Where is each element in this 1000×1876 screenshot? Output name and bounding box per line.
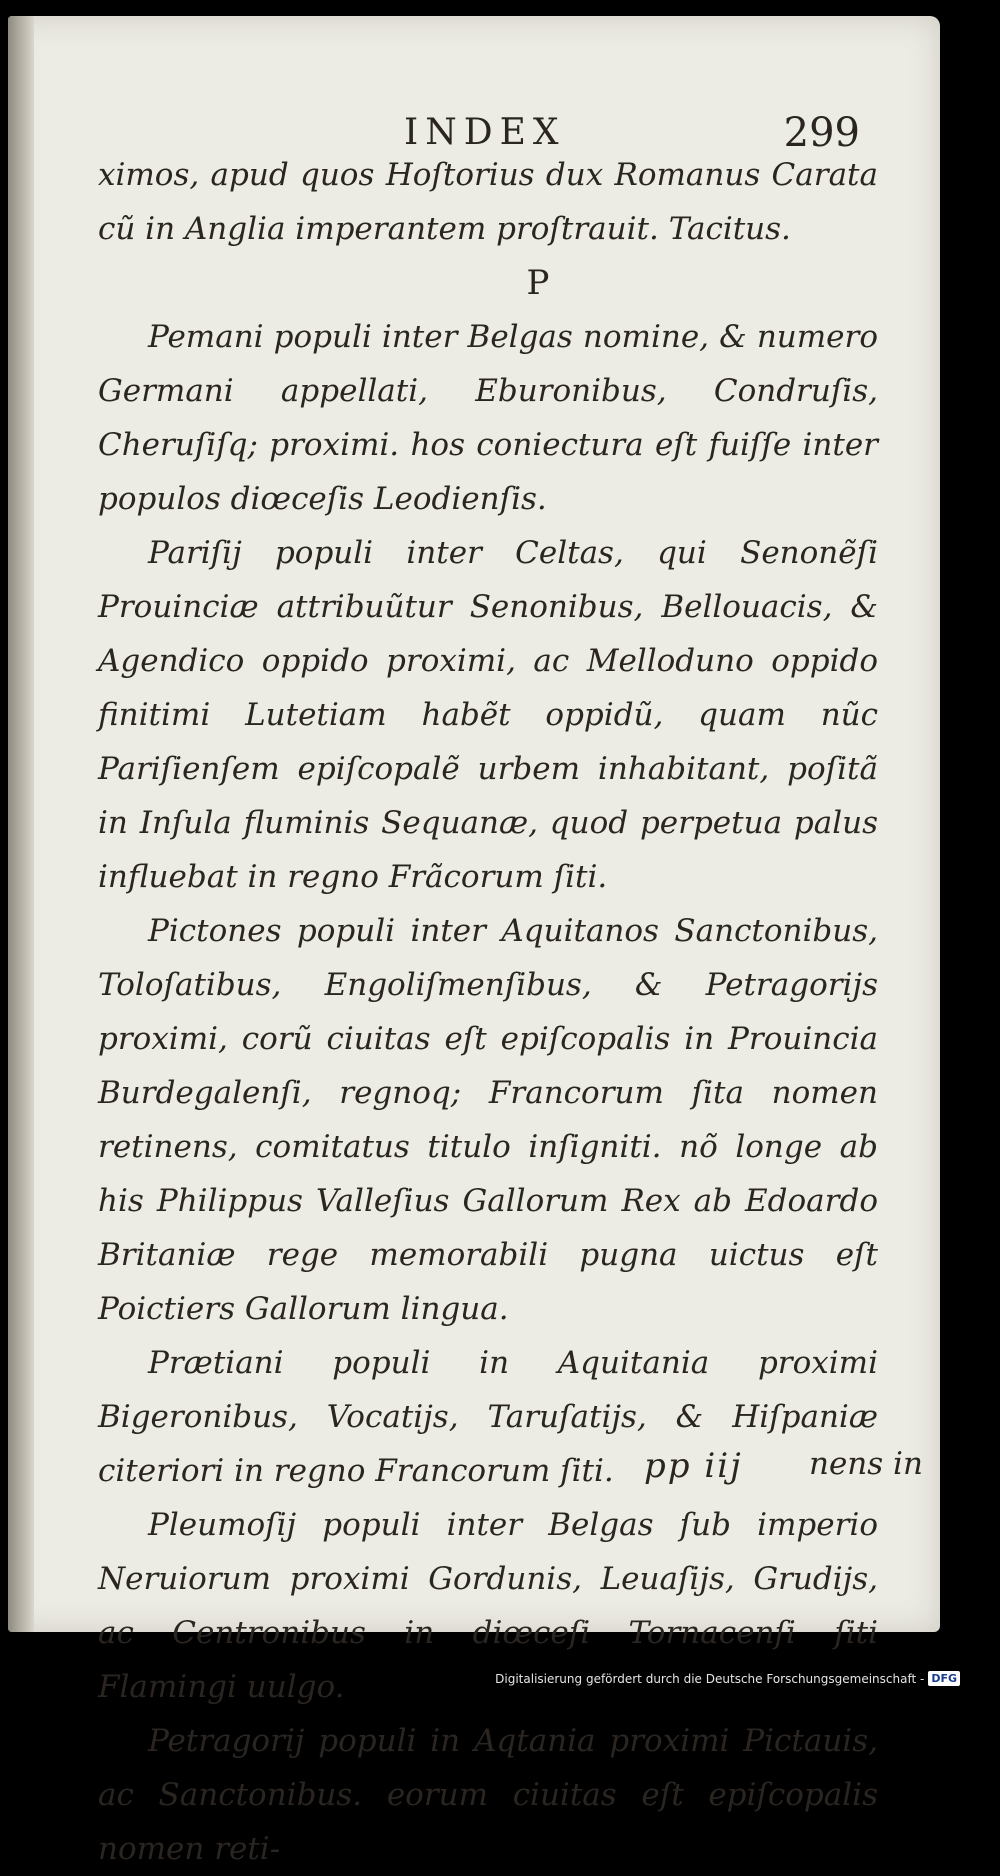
catchword: nens in <box>809 1446 923 1482</box>
index-entry: Pemani populi inter Belgas nomine, & numero Germani appellati, Eburonibus, Condruſis, Cheruſiſq; proximi. hos coniectura eſt fuiſſe inter populos diœceſis Leodienſis. <box>98 319 878 517</box>
credit-text: Digitalisierung gefördert durch die Deutsche Forschungsgemeinschaft - <box>495 1671 925 1686</box>
index-entry: Prætiani populi in Aquitania proximi Bigeronibus, Vocatijs, Taruſatijs, & Hiſpaniæ citeriori in regno Francorum ſiti. <box>98 1345 878 1489</box>
index-entry: Pictones populi inter Aquitanos Sanctonibus, Toloſatibus, Engoliſmenſibus, & Petragorijs proximi, corũ ciuitas eſt epiſcopalis in Prouincia Burdegalenſi, regnoq; Francorum ſita nomen retinens, comitatus titulo inſigniti. nõ longe ab his Philippus Valleſius Gallorum Rex ab Edoardo Britaniæ rege memorabili pugna uictus eſt Poictiers Gallorum lingua. <box>98 913 878 1327</box>
running-head: INDEX <box>404 112 566 153</box>
page-header <box>98 98 860 156</box>
signature-mark: pp iij <box>644 1446 743 1486</box>
index-entry: Pariſij populi inter Celtas, qui Senonẽſi Prouinciæ attribuũtur Senonibus, Bellouacis, & Agendico oppido proximi, ac Melloduno oppido finitimi Lutetiam habẽt oppidũ, quam nũc Pariſienſem epiſcopalẽ urbem inhabitant, poſitã in Inſula fluminis Sequanæ, quod perpetua palus influebat in regno Frãcorum ſiti. <box>98 535 878 895</box>
section-letter: P <box>526 263 550 303</box>
page-number: 299 <box>783 110 860 156</box>
index-entry-continuation: ximos, apud quos Hoſtorius dux Romanus Carata cũ in Anglia imperantem proſtrauit. Tacitus. <box>98 157 878 247</box>
index-entry: Pleumoſij populi inter Belgas ſub imperio Neruiorum proximi Gordunis, Leuaſijs, Grudijs, ac Centronibus in diœceſi Tornacenſi ſiti Flamingi uulgo. <box>98 1507 878 1705</box>
index-text <box>98 148 878 1876</box>
digitization-credit <box>495 1671 960 1686</box>
dfg-logo: DFG <box>928 1671 960 1686</box>
index-entry: Petragorij populi in Aqtania proximi Pictauis, ac Sanctonibus. eorum ciuitas eſt epiſcopalis nomen reti- <box>98 1723 878 1867</box>
page-gutter <box>8 16 34 1632</box>
